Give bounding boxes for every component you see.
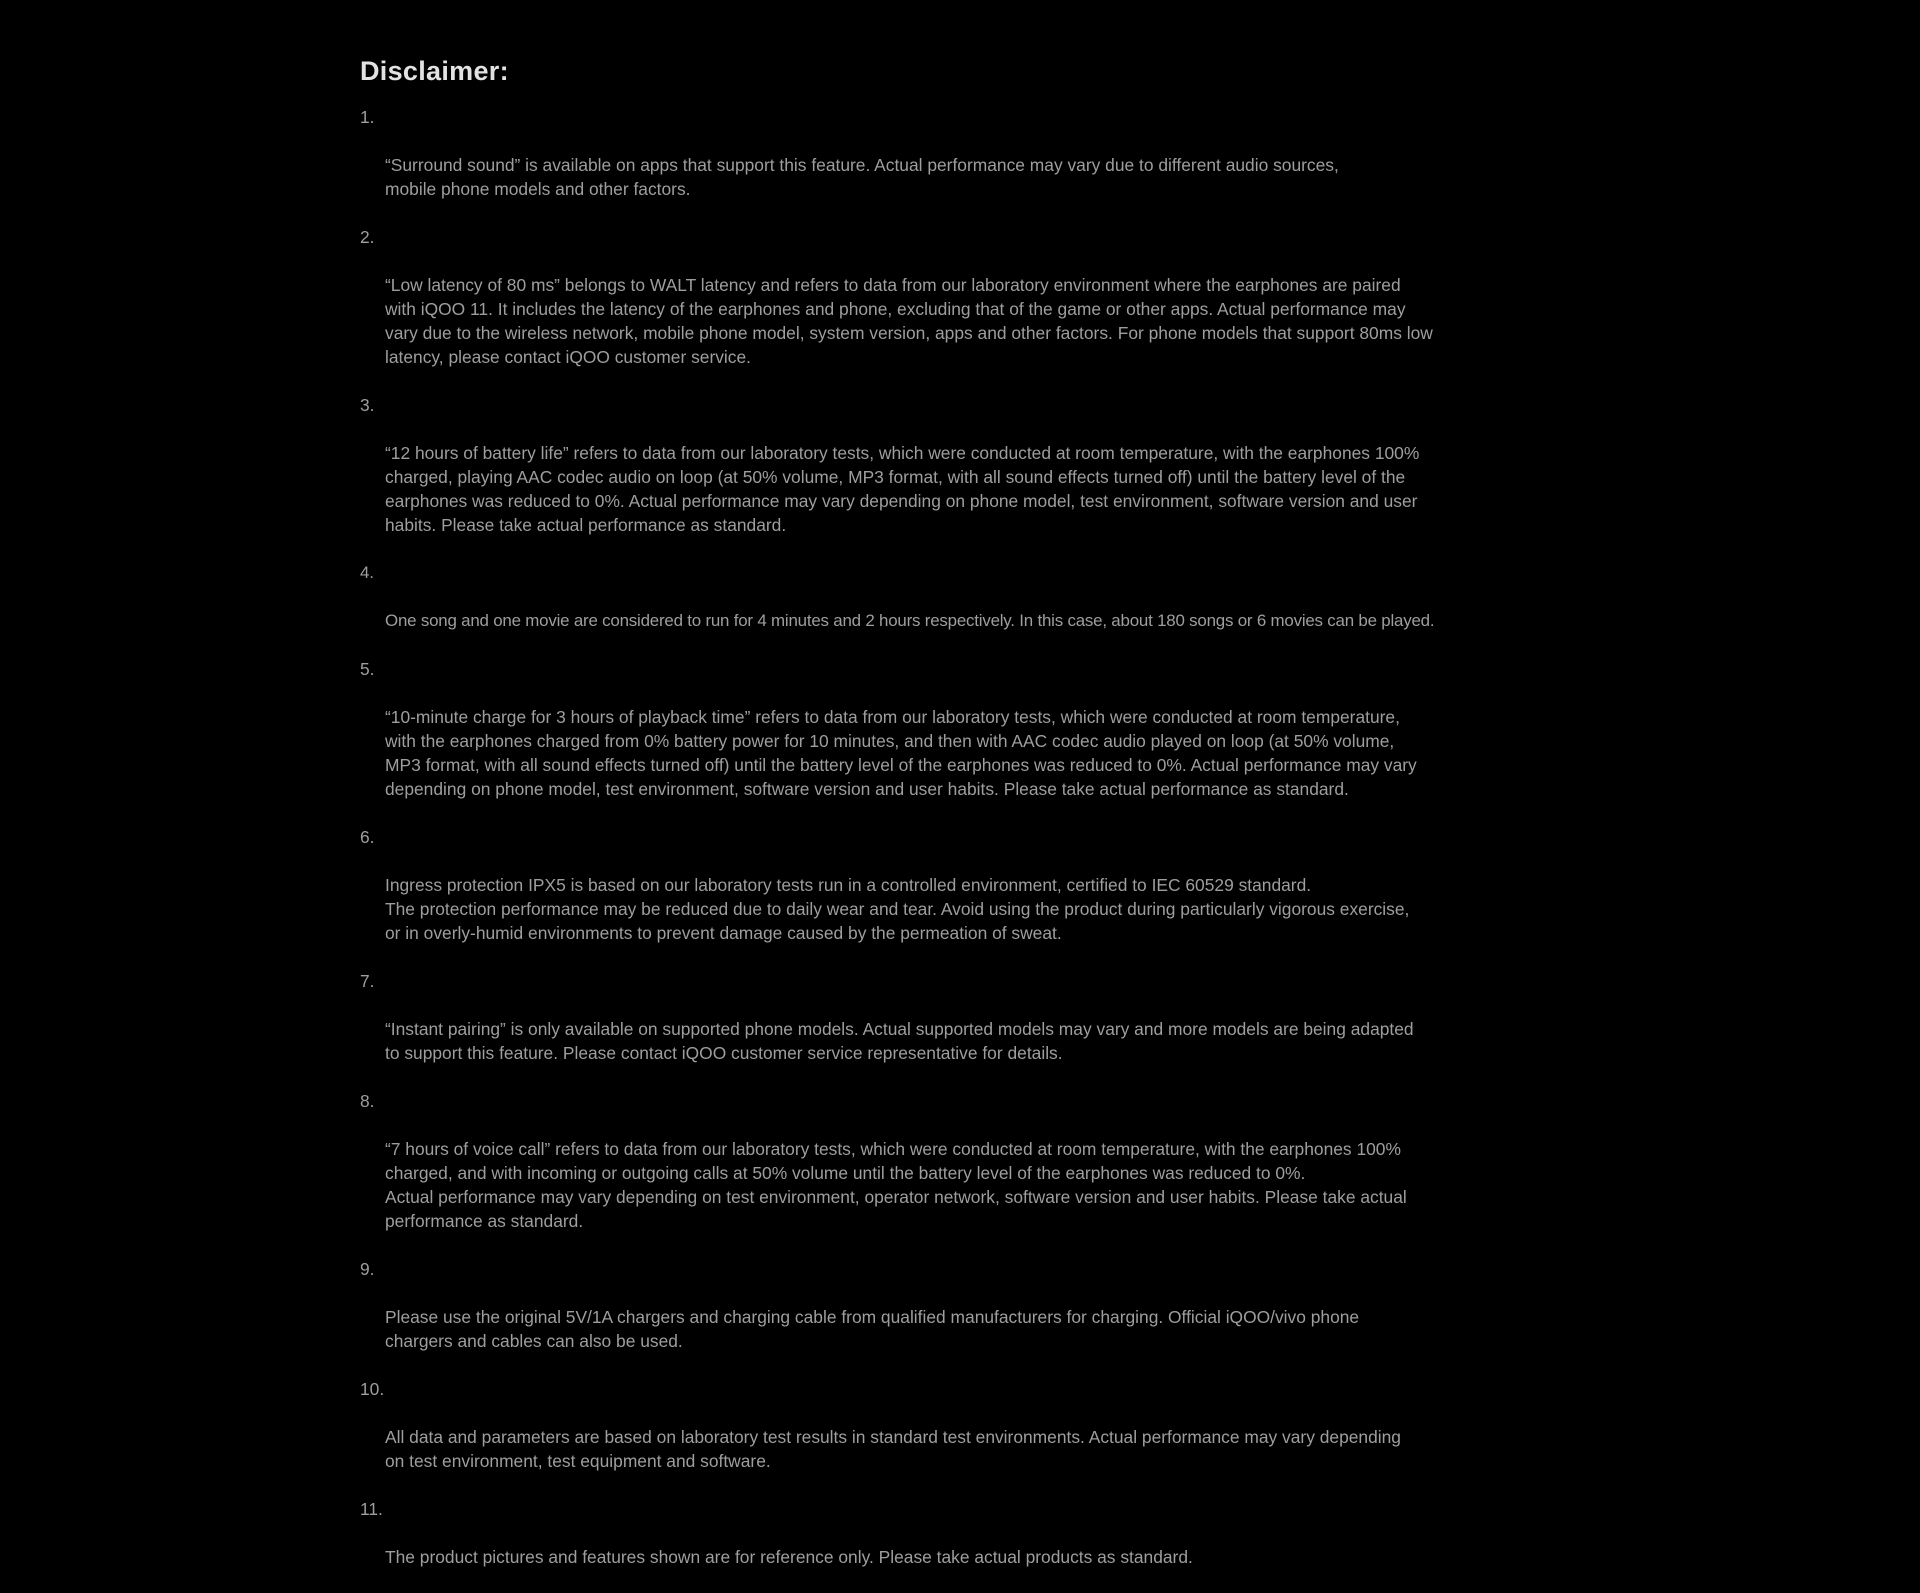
- item-number: 3.: [360, 395, 375, 415]
- disclaimer-item: [360, 969, 1570, 1089]
- item-number: 9.: [360, 1259, 375, 1279]
- item-number: 4.: [360, 563, 374, 582]
- item-number: 6.: [360, 827, 375, 847]
- disclaimer-item: [360, 1497, 1570, 1593]
- item-text: “Instant pairing” is only available on supported phone models. Actual supported models may vary and more models are being adapted to support this feature. Please contact iQOO customer service representative for details.: [385, 1019, 1414, 1063]
- item-text: All data and parameters are based on laboratory test results in standard test environments. Actual performance may vary depending on test environment, test equipment and software.: [385, 1427, 1401, 1471]
- item-text: One song and one movie are considered to run for 4 minutes and 2 hours respectively. In this case, about 180 songs or 6 movies can be played.: [385, 611, 1435, 630]
- disclaimer-item: [360, 225, 1570, 393]
- item-text: “Surround sound” is available on apps that support this feature. Actual performance may vary due to different audio sources, mobile phone models and other factors.: [385, 155, 1339, 199]
- item-number: 10.: [360, 1379, 385, 1399]
- disclaimer-item: [360, 825, 1570, 969]
- item-text: “10-minute charge for 3 hours of playback time” refers to data from our laboratory tests, which were conducted at room temperature, with the earphones charged from 0% battery power for 10 minutes, and then with AAC codec audio played on loop (at 50% volume, MP3 format, with all sound effects turned off) until the battery level of the earphones was reduced to 0%. Actual performance may vary depending on phone model, test environment, software version and user habits. Please take actual performance as standard.: [385, 707, 1417, 799]
- item-text: “Low latency of 80 ms” belongs to WALT latency and refers to data from our laboratory environment where the earphones are paired with iQOO 11. It includes the latency of the earphones and phone, excluding that of the game or other apps. Actual performance may vary due to the wireless network, mobile phone model, system version, apps and other factors. For phone models that support 80ms low latency, please contact iQOO customer service.: [385, 275, 1433, 367]
- item-number: 7.: [360, 971, 375, 991]
- item-text: Please use the original 5V/1A chargers and charging cable from qualified manufacturers for charging. Official iQOO/vivo phone chargers and cables can also be used.: [385, 1307, 1360, 1351]
- disclaimer-item: [360, 657, 1570, 825]
- item-text: Ingress protection IPX5 is based on our laboratory tests run in a controlled environment, certified to IEC 60529 standard. The protection performance may be reduced due to daily wear and tear. Avoid using the product during particularly vigorous exercise, or in overly-humid environments to prevent damage caused by the permeation of sweat.: [385, 875, 1410, 943]
- disclaimer-item: [360, 561, 1570, 657]
- disclaimer-title: Disclaimer:: [360, 56, 509, 86]
- disclaimer-section: [360, 52, 1570, 1593]
- disclaimer-list: [360, 105, 1570, 1593]
- item-number: 8.: [360, 1091, 375, 1111]
- item-text: “7 hours of voice call” refers to data from our laboratory tests, which were conducted at room temperature, with the earphones 100% charged, and with incoming or outgoing calls at 50% volume until the battery level of the earphones was reduced to 0%. Actual performance may vary depending on test environment, operator network, software version and user habits. Please take actual performance as standard.: [385, 1139, 1407, 1231]
- disclaimer-item: [360, 1257, 1570, 1377]
- disclaimer-item: [360, 1089, 1570, 1257]
- item-number: 2.: [360, 227, 375, 247]
- item-text: The product pictures and features shown are for reference only. Please take actual products as standard.: [385, 1547, 1193, 1567]
- item-number: 1.: [360, 107, 375, 127]
- disclaimer-item: [360, 1377, 1570, 1497]
- item-number: 11.: [360, 1499, 383, 1519]
- disclaimer-item: [360, 393, 1570, 561]
- item-text: “12 hours of battery life” refers to data from our laboratory tests, which were conducted at room temperature, with the earphones 100% charged, playing AAC codec audio on loop (at 50% volume, MP3 format, with all sound effects turned off) until the battery level of the earphones was reduced to 0%. Actual performance may vary depending on phone model, test environment, software version and user habits. Please take actual performance as standard.: [385, 443, 1420, 535]
- item-number: 5.: [360, 659, 375, 679]
- disclaimer-item: [360, 105, 1570, 225]
